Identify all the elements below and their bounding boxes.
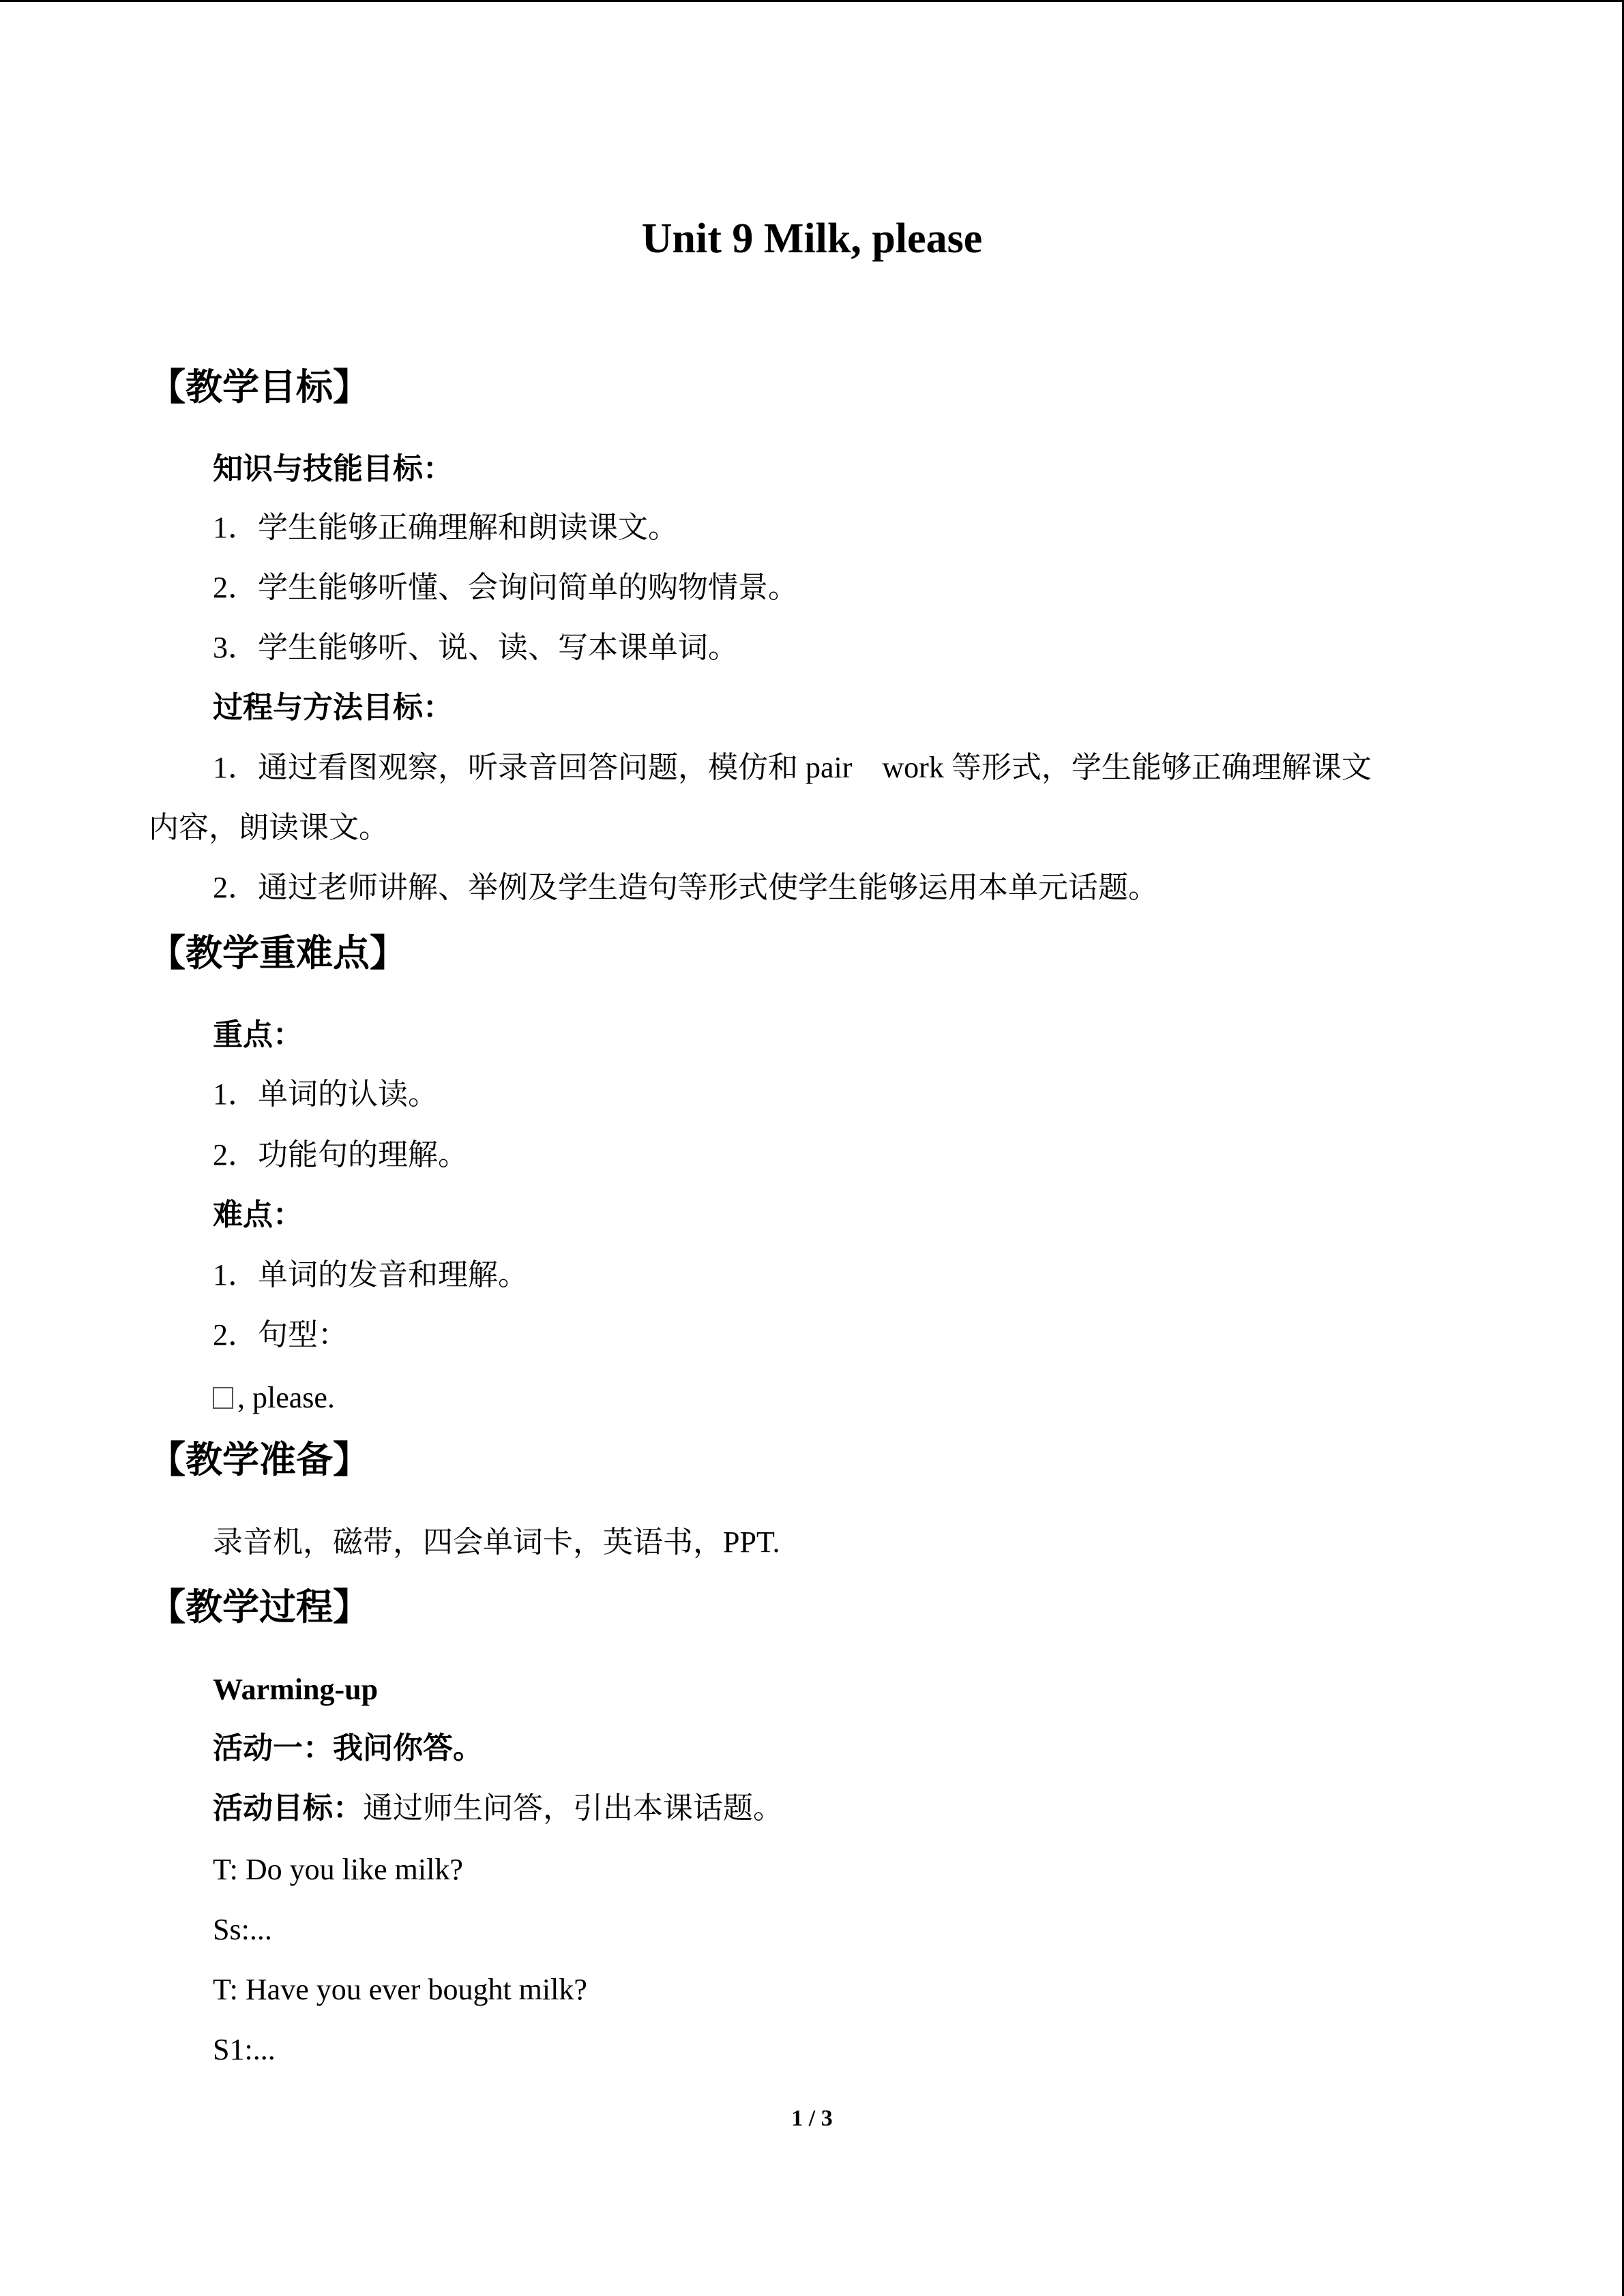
activity-goal-text: 通过师生问答，引出本课话题。	[363, 1791, 783, 1825]
page-number: 1 / 3	[791, 2106, 833, 2131]
activity-title: 活动一：我问你答。	[213, 1731, 483, 1765]
dialogue-line: T: Have you ever bought milk?	[213, 1973, 587, 2006]
process-label: 过程与方法目标：	[213, 691, 453, 724]
blank-box-icon	[213, 1387, 233, 1409]
process-item: 1．通过看图观察，听录音回答问题，模仿和 pair work 等形式，学生能够正确理解课文	[213, 751, 1372, 784]
activity-goal	[213, 1788, 783, 1829]
knowledge-label: 知识与技能目标：	[213, 452, 453, 486]
knowledge-item: 2．学生能够听懂、会询问简单的购物情景。	[213, 571, 798, 604]
dialogue-line: Ss:...	[213, 1913, 272, 1946]
section-heading-objectives: 【教学目标】	[149, 366, 370, 408]
sentence-pattern-text: , please.	[237, 1381, 335, 1414]
knowledge-item: 3．学生能够听、说、读、写本课单词。	[213, 631, 738, 664]
section-heading-preparation: 【教学准备】	[149, 1438, 370, 1481]
process-item: 2．通过老师讲解、举例及学生造句等形式使学生能够运用本单元话题。	[213, 871, 1158, 904]
preparation-text: 录音机，磁带，四会单词卡，英语书，PPT.	[213, 1525, 780, 1559]
difficulty-item: 1．单词的发音和理解。	[213, 1258, 528, 1292]
section-heading-process: 【教学过程】	[149, 1585, 370, 1628]
dialogue-line: T: Do you like milk?	[213, 1853, 463, 1886]
focus-item: 1．单词的认读。	[213, 1077, 438, 1111]
focus-item: 2．功能句的理解。	[213, 1138, 468, 1172]
page-border-top	[0, 0, 1624, 2]
process-item-continued: 内容，朗读课文。	[149, 811, 389, 844]
focus-label: 重点：	[213, 1018, 303, 1052]
difficulty-item: 2．句型：	[213, 1318, 348, 1352]
dialogue-line: S1:...	[213, 2033, 276, 2066]
section-heading-key-points: 【教学重难点】	[149, 931, 407, 974]
difficulty-label: 难点：	[213, 1198, 303, 1232]
activity-goal-label: 活动目标：	[213, 1791, 363, 1825]
knowledge-item: 1．学生能够正确理解和朗读课文。	[213, 511, 678, 544]
page-title: Unit 9 Milk, please	[641, 215, 983, 262]
sentence-pattern	[213, 1377, 335, 1418]
warmup-label: Warming-up	[213, 1673, 379, 1706]
